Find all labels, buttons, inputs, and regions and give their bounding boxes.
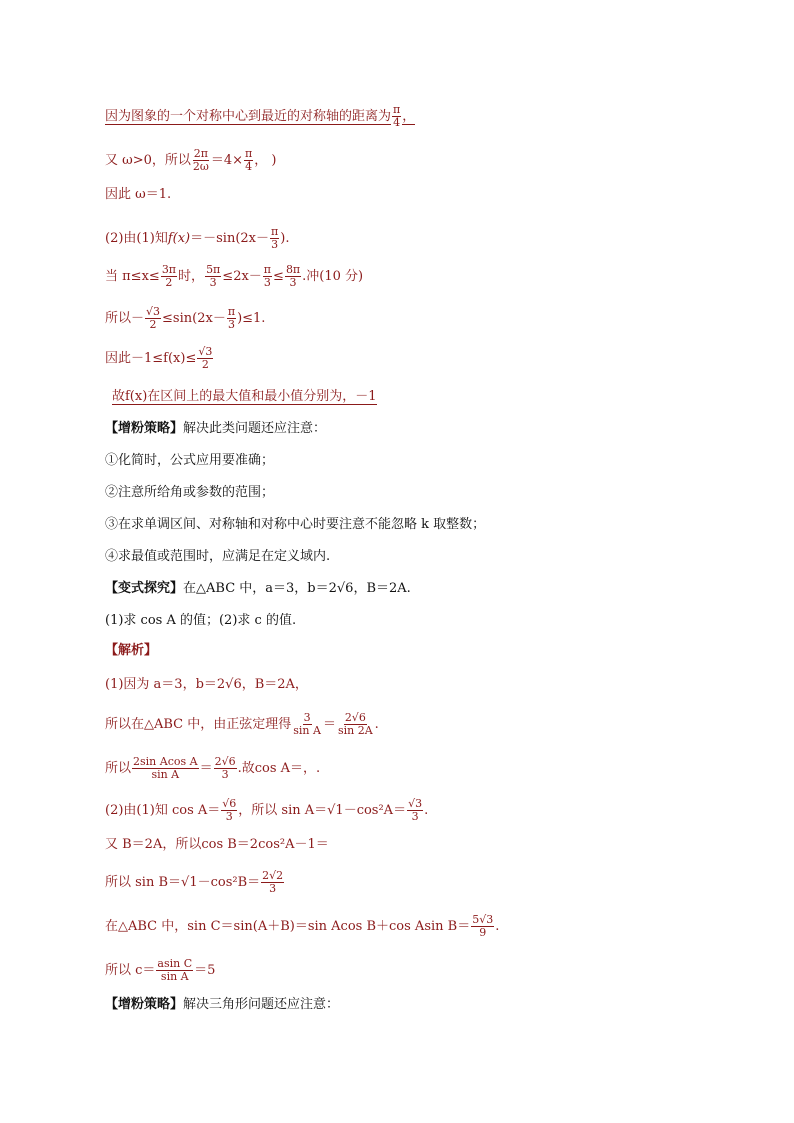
line-17: (1)因为 a＝3，b＝2√6，B＝2A，: [105, 677, 308, 692]
line-14: 【变式探究】在△ABC 中，a＝3，b＝2√6，B＝2A.: [105, 581, 411, 596]
line-8: 故f(x)在区间上的最大值和最小值分别为，－1: [112, 389, 377, 404]
line-21: 又 B＝2A，所以cos B＝2cos²A－1＝: [105, 837, 329, 852]
line-25: 【增粉策略】解决三角形问题还应注意：: [105, 997, 340, 1012]
line-11: ②注意所给角或参数的范围；: [105, 485, 275, 500]
line-3: 因此 ω＝1.: [105, 187, 172, 202]
line-5: 当 π≤x≤ $\frac{3\pi}{2}$ 时， $\frac{5\pi}{3}$ ≤2x－ $\frac{\pi}{3}$ ≤ $\frac{8\pi}{3}$ .冲(10 分): [105, 263, 364, 289]
line-12: ③在求单调区间、对称轴和对称中心时要注意不能忽略 k 取整数；: [105, 517, 486, 532]
line-6: 所以－ $\frac{√3}{2}$ ≤sin(2x－ $\frac{\pi}{3}$ )≤1.: [105, 305, 266, 331]
line-4: (2)由(1)知f(x)＝－sin(2x－ $\frac{\pi}{3}$ ).: [105, 225, 290, 251]
line-18: 所以在△ABC 中，由正弦定理得 $\frac{3}{\text{sin A}}$ ＝ $\frac{2√6}{\sin 2A}$ .: [105, 711, 379, 737]
line-15: (1)求 cos A 的值；(2)求 c 的值.: [105, 613, 297, 628]
line-16: 【解析】: [105, 643, 158, 658]
line-24: 所以 c＝ $\frac{\text{asin C}}{\text{sin A}}$ ＝5: [105, 957, 216, 983]
line-10: ①化简时，公式应用要准确；: [105, 453, 275, 468]
line-20: (2)由(1)知 cos A＝ $\frac{√6}{3}$ ，所以 sin A＝√1－cos²A＝ $\frac{√3}{3}$ .: [105, 797, 429, 823]
line-22: 所以 sin B＝√1－cos²B＝ $\frac{2√2}{3}$: [105, 869, 284, 895]
line-19: 所以 $\frac{\text{2sin Acos A}}{\text{sin A}}$ ＝ $\frac{2√6}{3}$ .故cos A＝，.: [105, 755, 321, 781]
line-1: 因为图象的一个对称中心到最近的对称轴的距离为 $\frac{\pi}{4}$ ，: [105, 103, 416, 129]
line-13: ④求最值或范围时，应满足在定义域内.: [105, 549, 331, 564]
fraction: $\frac{\pi}{4}$: [393, 103, 401, 129]
line-2: 又 ω>0，所以 $\frac{2\pi}{2\omega}$ ＝4× $\frac{\pi}{4}$ ， ): [105, 147, 277, 173]
text: 因为图象的一个对称中心到最近的对称轴的距离为: [105, 109, 392, 124]
line-23: 在△ABC 中，sin C＝sin(A＋B)＝sin Acos B＋cos Asin B＝ $\frac{5√3}{9}$ .: [105, 913, 500, 939]
line-7: 因此－1≤f(x)≤ $\frac{√3}{2}$: [105, 345, 213, 371]
line-9: 【增粉策略】解决此类问题还应注意：: [105, 421, 327, 436]
